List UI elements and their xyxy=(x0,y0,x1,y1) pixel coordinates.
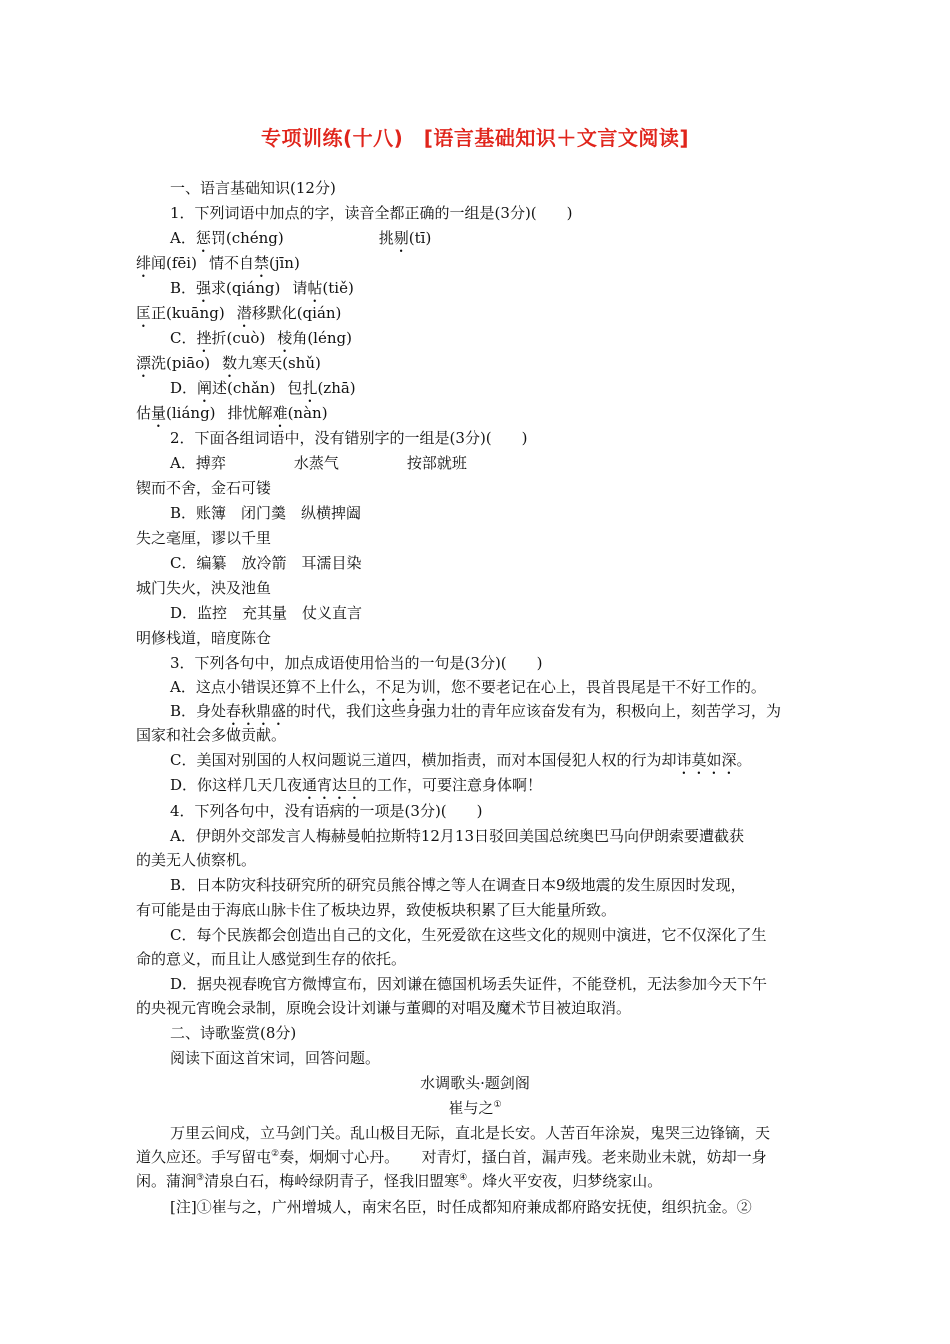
q4-option-d-line2: 的央视元宵晚会录制，原晚会设计刘谦与董卿的对唱及魔术节目被迫取消。 xyxy=(136,999,632,1017)
footnote-marker: ② xyxy=(271,1149,280,1159)
q3-option-c: C．美国对别国的人权问题说三道四，横加指责，而对本国侵犯人权的行为却讳莫如深。 xyxy=(170,751,752,769)
word: 绯闻(fēi) xyxy=(136,254,197,272)
q1-option-c-line1 xyxy=(170,328,352,356)
q4-option-b-line1: B．日本防灾科技研究所的研究员熊谷博之等人在调查日本9级地震的发生原因时发现， xyxy=(170,876,746,894)
q2-option-a-line2: 锲而不舍，金石可镂 xyxy=(136,479,272,497)
q4-option-a-line2: 的美无人侦察机。 xyxy=(136,851,257,869)
word: 潜移默化(qián) xyxy=(236,304,342,322)
word: 估量(liáng) xyxy=(136,404,216,422)
option-label: A． xyxy=(170,229,196,247)
q4-option-a-line1: A．伊朗外交部发言人梅赫曼帕拉斯特12月13日驳回美国总统奥巴马向伊朗索要遭截获 xyxy=(170,827,745,845)
q4-option-b-line2: 有可能是由于海底山脉卡住了板块边界，致使板块积累了巨大能量所致。 xyxy=(136,901,617,919)
q2-option-a-line1: A．搏弈 水蒸气 按部就班 xyxy=(170,454,467,472)
q3-option-b-line2: 国家和社会多做贡献。 xyxy=(136,726,287,744)
word: 挫折(cuò) xyxy=(196,329,266,347)
word: 请帖(tiě) xyxy=(292,279,354,297)
q2-option-b-line2: 失之毫厘，谬以千里 xyxy=(136,529,272,547)
q1-option-b-line2 xyxy=(136,303,341,331)
q1-option-d-line1 xyxy=(170,378,356,406)
word: 排忧解难(nàn) xyxy=(227,404,328,422)
word: 强求(qiáng) xyxy=(196,279,281,297)
word: 包扎(zhā) xyxy=(287,379,356,397)
footnote-marker: ① xyxy=(493,1100,502,1110)
word: 漂洗(piāo) xyxy=(136,354,211,372)
q2-option-d-line1: D．监控 充其量 仗义直言 xyxy=(170,604,363,622)
option-label: D． xyxy=(170,379,198,397)
word: 阐述(chǎn) xyxy=(197,379,276,397)
dotted-idiom: 讳莫如深 xyxy=(676,751,737,769)
q4-option-d-line1: D．据央视春晚官方微博宣布，因刘谦在德国机场丢失证件，不能登机，无法参加今天下午 xyxy=(170,975,768,993)
word: 挑剔(tī) xyxy=(378,229,432,247)
section-heading-poetry: 二、诗歌鉴赏(8分) xyxy=(170,1024,297,1042)
q3-stem: 3．下列各句中，加点成语使用恰当的一句是(3分)( ) xyxy=(170,654,543,672)
poem-intro: 阅读下面这首宋词，回答问题。 xyxy=(170,1049,381,1067)
page-title: 专项训练(十八) [语言基础知识＋文言文阅读] xyxy=(260,126,690,150)
footnote-marker: ③ xyxy=(196,1173,205,1183)
poem-footnote: [注]①崔与之，广州增城人，南宋名臣，时任成都知府兼成都府路安抚使，组织抗金。② xyxy=(170,1198,752,1216)
dotted-idiom: 春秋鼎盛 xyxy=(226,702,287,720)
word: 数九寒天(shǔ) xyxy=(222,354,321,372)
word: 棱角(léng) xyxy=(277,329,352,347)
q2-option-c-line1: C．编纂 放冷箭 耳濡目染 xyxy=(170,554,362,572)
word: 情不自禁(jīn) xyxy=(208,254,300,272)
q2-option-c-line2: 城门失火，泱及池鱼 xyxy=(136,579,272,597)
dotted-idiom: 不足为训 xyxy=(375,678,436,696)
word: 匡正(kuāng) xyxy=(136,304,225,322)
section-heading-language: 一、语言基础知识(12分) xyxy=(170,179,336,197)
q1-option-d-line2 xyxy=(136,403,328,431)
q1-option-b-line1 xyxy=(170,278,354,306)
q1-stem: 1．下列词语中加点的字，读音全都正确的一组是(3分)( ) xyxy=(170,204,573,222)
footnote-marker: ④ xyxy=(459,1173,468,1183)
q1-option-c-line2 xyxy=(136,353,321,381)
q3-option-b-line1: B．身处春秋鼎盛的时代，我们这些身强力壮的青年应该奋发有为，积极向上，刻苦学习，为 xyxy=(170,702,782,720)
q4-option-c-line2: 命的意义，而且让人感觉到生存的依托。 xyxy=(136,950,407,968)
q3-option-d: D．你这样几天几夜通宵达旦的工作，可要注意身体啊！ xyxy=(170,776,543,794)
q1-option-a-line2 xyxy=(136,253,300,281)
poem-line-1: 万里云间戍，立马剑门关。乱山极目无际，直北是长安。人苦百年涂炭，鬼哭三边锋镝，天 xyxy=(170,1124,771,1142)
poem-line-3: 闲。蒲涧③清泉白石，梅岭绿阴青子，怪我旧盟寒④。烽火平安夜，归梦绕家山。 xyxy=(136,1172,663,1190)
option-label: B． xyxy=(170,279,197,297)
word: 惩罚(chéng) xyxy=(195,229,284,247)
q1-option-a-line1 xyxy=(170,228,431,256)
q4-stem: 4．下列各句中，没有语病的一项是(3分)( ) xyxy=(170,802,483,820)
poem-author: 崔与之① xyxy=(448,1099,502,1117)
option-label: C． xyxy=(170,329,197,347)
q2-option-b-line1: B．账簿 闭门羹 纵横捭阖 xyxy=(170,504,362,522)
q3-option-a: A．这点小错误还算不上什么，不足为训，您不要老记在心上，畏首畏尾是干不好工作的。 xyxy=(170,678,766,696)
dotted-idiom: 通宵达旦 xyxy=(302,776,363,794)
poem-line-2: 道久应还。手写留屯②奏，炯炯寸心丹。 对青灯，搔白首，漏声残。老来勋业未就，妨却一身 xyxy=(136,1148,767,1166)
q2-option-d-line2: 明修栈道，暗度陈仓 xyxy=(136,629,272,647)
q2-stem: 2．下面各组词语中，没有错别字的一组是(3分)( ) xyxy=(170,429,528,447)
q4-option-c-line1: C．每个民族都会创造出自己的文化，生死爱欲在这些文化的规则中演进，它不仅深化了生 xyxy=(170,926,767,944)
poem-title: 水调歌头·题剑阁 xyxy=(420,1074,530,1092)
